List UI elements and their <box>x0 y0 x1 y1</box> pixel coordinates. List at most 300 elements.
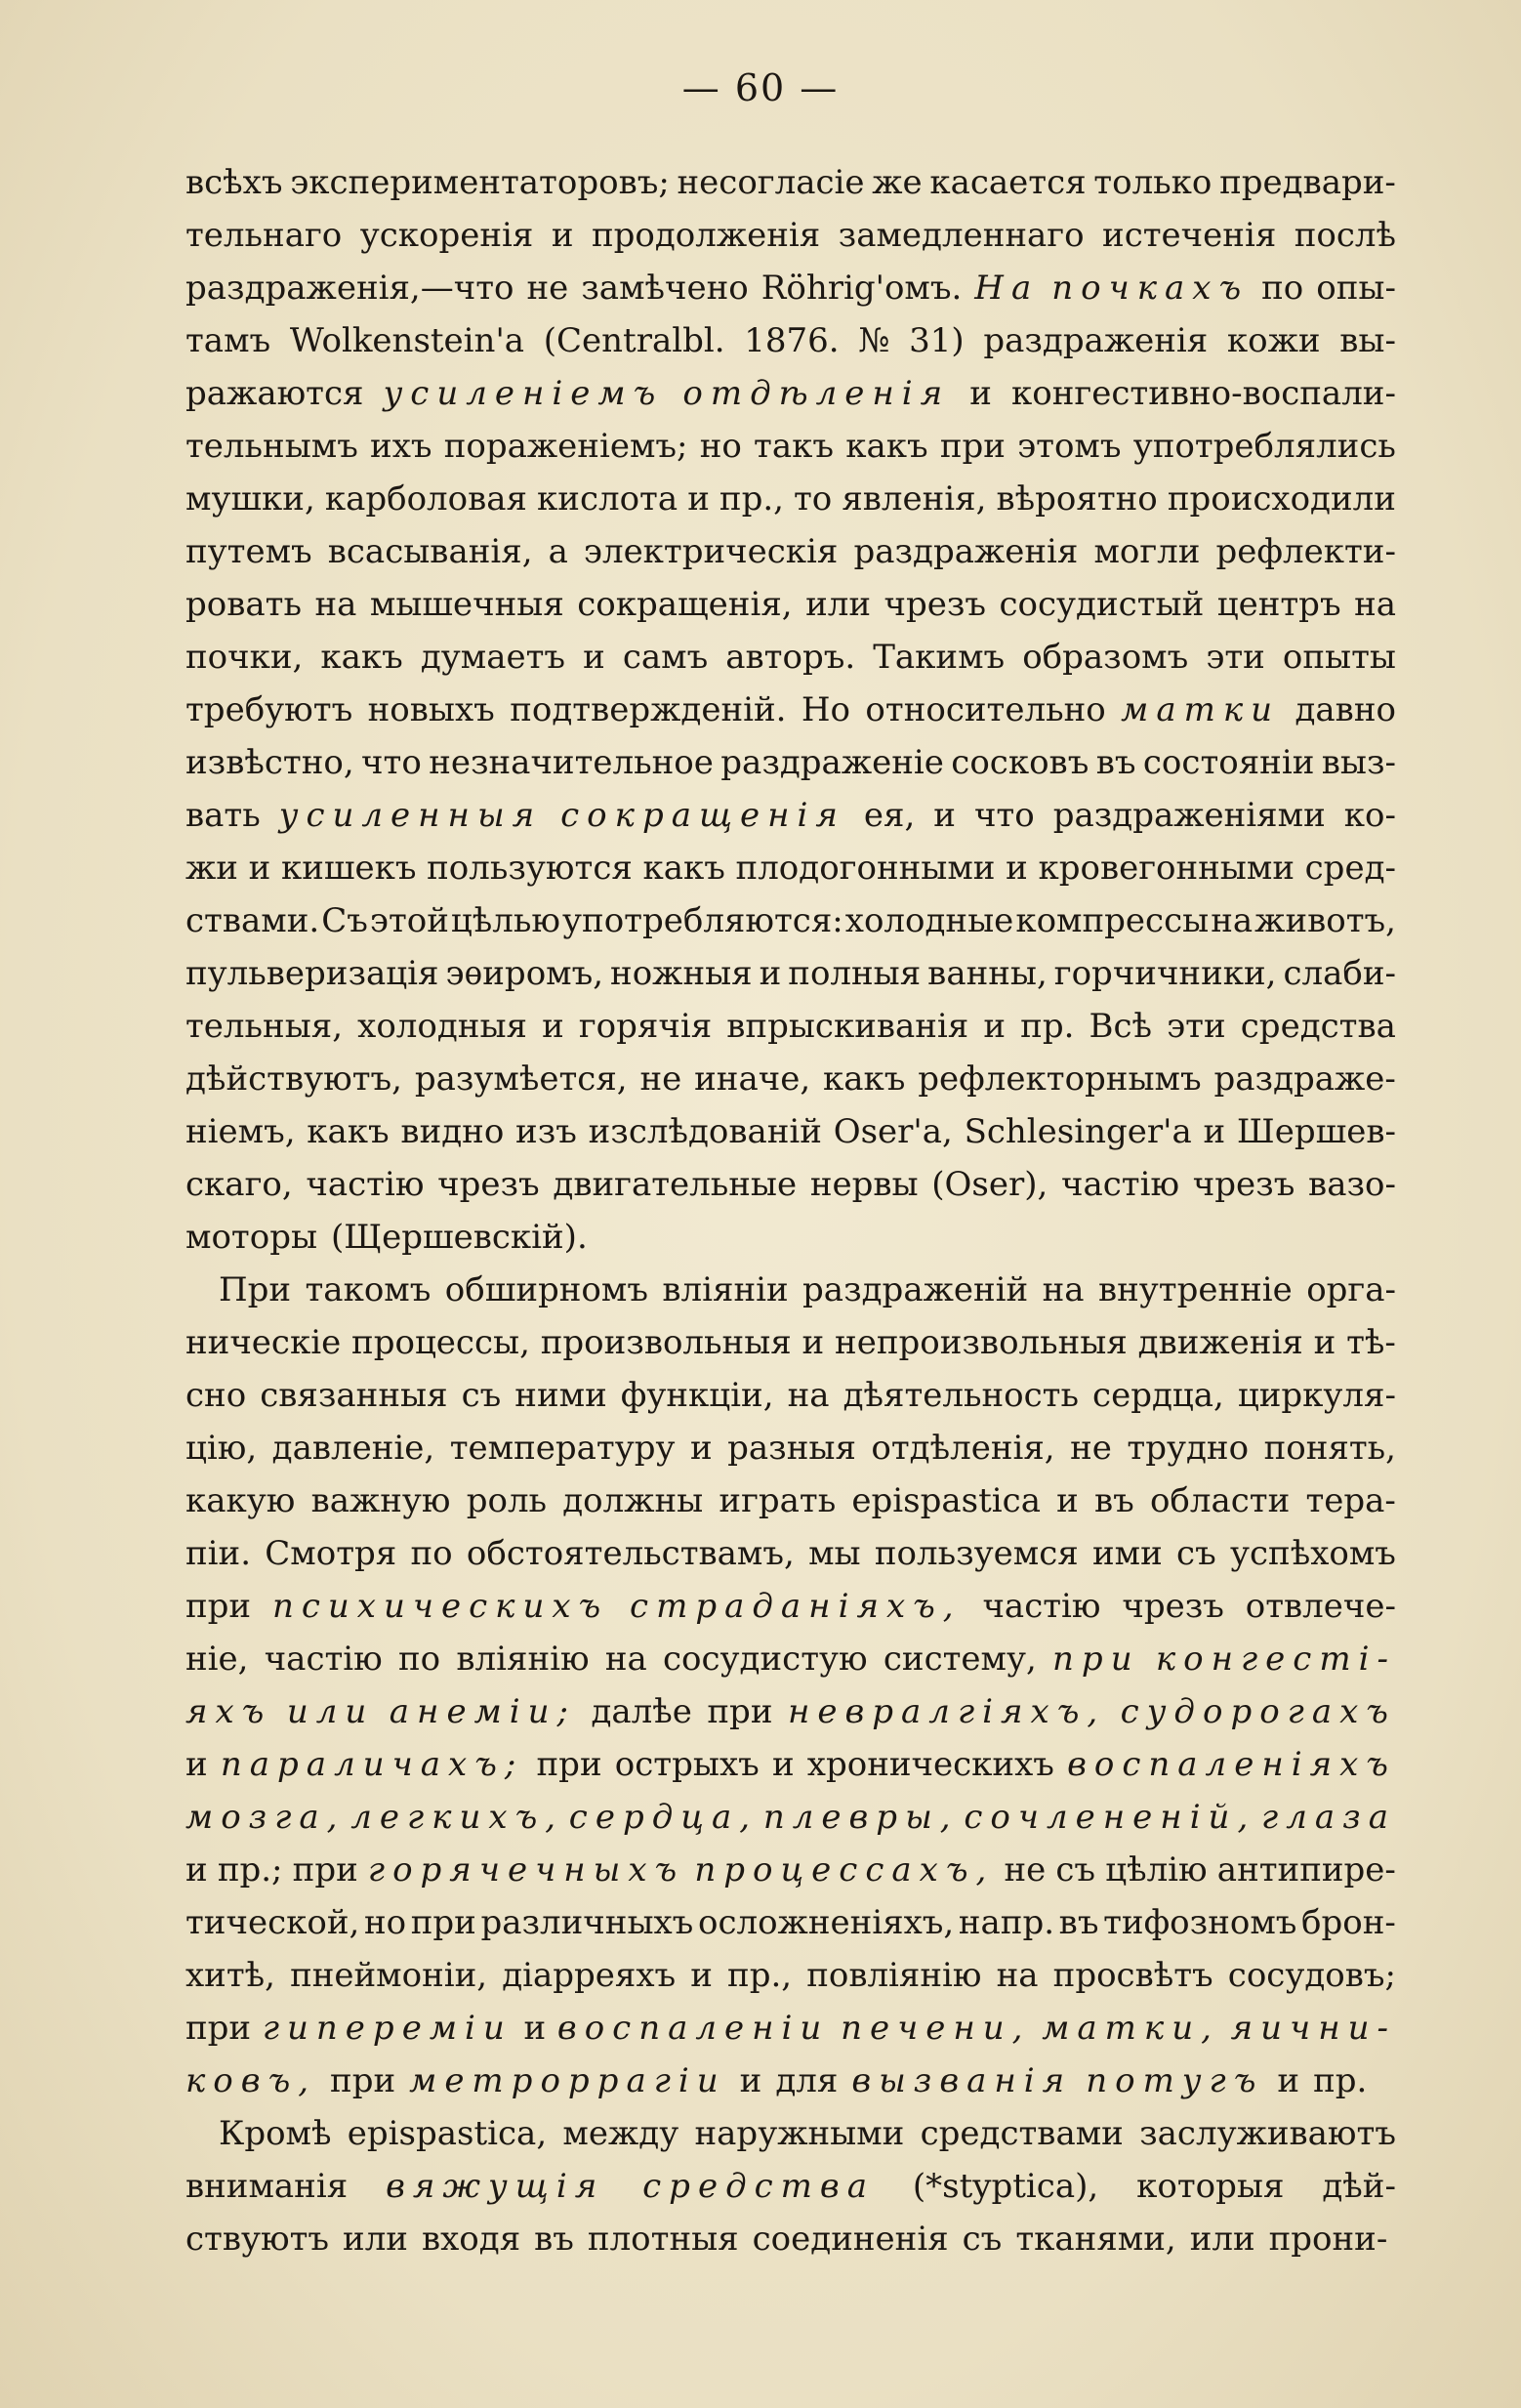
text-line <box>185 1053 1396 1105</box>
word: средствами <box>920 2114 1124 2153</box>
word: наружными <box>694 2114 905 2153</box>
word: употреблялись <box>1132 427 1396 466</box>
word: тера- <box>1305 1481 1396 1520</box>
word: цѣлію <box>1105 1850 1208 1889</box>
word: діарреяхъ <box>502 1956 677 1995</box>
word: сокращенія <box>560 796 845 835</box>
word: слаби- <box>1283 954 1396 993</box>
word: разумѣется, <box>414 1059 628 1099</box>
text-line <box>185 156 1396 209</box>
word: всѣхъ <box>185 163 283 202</box>
word: сосудовъ; <box>1227 1956 1396 1995</box>
word: холодныя <box>357 1007 527 1046</box>
text-line <box>185 1685 1396 1738</box>
word: раздраженіе <box>720 743 944 782</box>
word: и <box>687 479 710 519</box>
text-line <box>185 1896 1396 1949</box>
word: Röhrig'омъ. <box>760 269 963 308</box>
word: извѣстно, <box>185 743 354 782</box>
word: послѣ <box>1294 216 1396 255</box>
word: предвари- <box>1219 163 1396 202</box>
word: Oser'a, <box>833 1112 953 1151</box>
word: скаго, <box>185 1165 293 1204</box>
text-line <box>185 209 1396 262</box>
word: или <box>286 1692 375 1731</box>
word: метроррагіи <box>409 2061 726 2100</box>
word: напр. <box>958 1903 1055 1942</box>
word: на <box>1211 901 1254 940</box>
text-line <box>185 736 1396 789</box>
word: выз- <box>1321 743 1396 782</box>
word: горячечныхъ <box>367 1850 685 1889</box>
word: а <box>548 532 568 571</box>
word: гипереміи <box>262 2009 513 2048</box>
word: ими <box>1092 1534 1163 1573</box>
word: прони- <box>1268 2220 1388 2259</box>
word: сочлененій, <box>964 1798 1256 1837</box>
word: 31) <box>909 321 965 360</box>
word: или <box>343 2220 408 2259</box>
word: при <box>536 1745 602 1784</box>
word: эти <box>1167 1007 1226 1046</box>
word: важную <box>310 1481 451 1520</box>
word: при <box>939 427 1006 466</box>
word: мозга, <box>185 1798 346 1837</box>
word: кровегонными <box>1038 849 1295 888</box>
word: двигательные <box>553 1165 798 1204</box>
word: и <box>542 1007 564 1046</box>
word: тамъ <box>185 321 271 360</box>
word: кишекъ <box>280 849 417 888</box>
word: Смотря <box>265 1534 397 1573</box>
word: вазо- <box>1308 1165 1396 1204</box>
word: матки <box>1121 690 1281 729</box>
word: пользуемся <box>874 1534 1079 1573</box>
page-number: — 60 — <box>681 66 840 109</box>
word: и <box>759 954 782 993</box>
word: ражаются <box>185 374 364 413</box>
word: въ <box>1093 1481 1134 1520</box>
word: частію <box>982 1587 1101 1626</box>
word: глаза <box>1261 1798 1396 1837</box>
word: ровать <box>185 585 302 624</box>
word: употребляются: <box>562 901 843 940</box>
word: самъ <box>622 638 709 677</box>
text-line <box>185 2107 1396 2160</box>
word: сосудистую <box>663 1640 868 1679</box>
word: (Centralbl. <box>543 321 725 360</box>
word: просвѣтъ <box>1052 1956 1213 1995</box>
word: какъ <box>307 1112 390 1151</box>
word: сосудистый <box>999 585 1205 624</box>
word: эти <box>1206 638 1265 677</box>
word: на <box>996 1956 1039 1995</box>
word: пользуются <box>427 849 633 888</box>
word: для <box>775 2061 839 2100</box>
word: обширномъ <box>444 1270 648 1309</box>
word: антипире- <box>1216 1850 1396 1889</box>
word: частію <box>264 1640 383 1679</box>
text-line <box>185 1949 1396 2002</box>
word: изслѣдованій <box>588 1112 822 1151</box>
word: усиленныя <box>278 796 543 835</box>
text-line <box>185 1369 1396 1422</box>
word: отдѣленія <box>682 374 951 413</box>
word: движенія <box>1137 1323 1303 1362</box>
word: ніемъ, <box>185 1112 296 1151</box>
word: центръ <box>1216 585 1341 624</box>
word: и <box>1203 1112 1226 1151</box>
word: раздраженія <box>983 321 1209 360</box>
text-line <box>185 1105 1396 1158</box>
word: трудно <box>1127 1429 1250 1468</box>
word: различныхъ <box>480 1903 694 1942</box>
word: (Oser), <box>931 1165 1048 1204</box>
word: не <box>1070 1429 1112 1468</box>
word: касается <box>929 163 1087 202</box>
word: области <box>1149 1481 1291 1520</box>
word: этой <box>369 901 449 940</box>
word: и <box>1006 849 1028 888</box>
word: систему, <box>883 1640 1037 1679</box>
word: 1876. <box>744 321 840 360</box>
word: требуютъ <box>185 690 353 729</box>
word: жи <box>185 849 238 888</box>
word: отвлече- <box>1245 1587 1396 1626</box>
word: ковъ, <box>185 2061 317 2100</box>
word: горчичники, <box>1053 954 1277 993</box>
word: цію, <box>185 1429 258 1468</box>
word: могли <box>1093 532 1201 571</box>
word: пр., <box>727 1956 793 1995</box>
word: какъ <box>845 427 928 466</box>
word: входя <box>421 2220 521 2259</box>
word: разныя <box>727 1429 856 1468</box>
word: и <box>689 1429 713 1468</box>
word: нервы <box>809 1165 919 1204</box>
word: потугъ <box>1086 2061 1264 2100</box>
word: ножныя <box>610 954 753 993</box>
word: ствуютъ <box>185 2220 330 2259</box>
word: и <box>583 638 605 677</box>
word: съ <box>1055 1850 1096 1889</box>
word: играть <box>719 1481 837 1520</box>
word: (*styptica), <box>912 2167 1099 2206</box>
word: которыя <box>1136 2167 1285 2206</box>
word: вниманія <box>185 2167 349 2206</box>
text-line <box>185 2160 1396 2213</box>
word: продолженія <box>591 216 821 255</box>
word: въ <box>1058 1903 1099 1942</box>
text-line <box>185 1474 1396 1527</box>
word: функціи, <box>620 1376 774 1415</box>
word: пульверизація <box>185 954 439 993</box>
word: относительно <box>865 690 1106 729</box>
word: или <box>1189 2220 1255 2259</box>
word: непроизвольныя <box>835 1323 1128 1362</box>
word: впрыскиванія <box>726 1007 969 1046</box>
word: по <box>410 1534 453 1573</box>
text-line <box>185 1316 1396 1369</box>
word: хроническихъ <box>806 1745 1054 1784</box>
word: ускоренія <box>359 216 534 255</box>
word: и <box>969 374 992 413</box>
word: и <box>551 216 574 255</box>
text-line <box>185 473 1396 525</box>
word: почки, <box>185 638 304 677</box>
word: піи. <box>185 1534 252 1573</box>
word: сно <box>185 1376 247 1415</box>
word: новыхъ <box>367 690 495 729</box>
word: На <box>974 269 1040 308</box>
word: дѣй- <box>1322 2167 1396 2206</box>
word: страданіяхъ, <box>630 1587 962 1626</box>
word: между <box>562 2114 679 2153</box>
word: и <box>185 1850 208 1889</box>
word: думаетъ <box>420 638 566 677</box>
word: вяжущія <box>386 2167 605 2206</box>
word: должны <box>562 1481 704 1520</box>
text-line <box>185 367 1396 420</box>
word: на <box>1042 1270 1085 1309</box>
word: анеміи; <box>389 1692 576 1731</box>
word: усиленіемъ <box>383 374 664 413</box>
word: орга- <box>1306 1270 1396 1309</box>
word: явленія, <box>842 479 987 519</box>
word: конгесті- <box>1155 1640 1396 1679</box>
word: раздраженіями <box>1052 796 1326 835</box>
word: легкихъ, <box>350 1798 564 1837</box>
text-line <box>185 1422 1396 1474</box>
word: и <box>802 1323 825 1362</box>
word: чрезъ <box>437 1165 540 1204</box>
word: ствами. <box>185 901 320 940</box>
word: только <box>1093 163 1213 202</box>
word: связанныя <box>260 1376 448 1415</box>
word: мушки, <box>185 479 315 519</box>
word: путемъ <box>185 532 312 571</box>
word: средства <box>1240 1007 1396 1046</box>
word: животъ, <box>1254 901 1396 940</box>
word: на <box>314 585 357 624</box>
text-line <box>185 578 1396 631</box>
word: такомъ <box>305 1270 432 1309</box>
text-line <box>185 684 1396 736</box>
text-line <box>185 2213 1396 2265</box>
word: судорогахъ <box>1120 1692 1396 1731</box>
word: понять, <box>1263 1429 1396 1468</box>
word: происходили <box>1167 479 1396 519</box>
word: на <box>604 1640 647 1679</box>
word: раздраженія <box>853 532 1079 571</box>
word: тельнымъ <box>185 427 358 466</box>
word: сосковъ <box>951 743 1089 782</box>
text-line <box>185 420 1396 473</box>
word: кислота <box>537 479 678 519</box>
body-text <box>185 156 1396 2265</box>
word: то <box>794 479 833 519</box>
word: съ <box>461 1376 502 1415</box>
word: температуру <box>449 1429 676 1468</box>
word: при <box>185 2009 252 2048</box>
word: не <box>1004 1850 1047 1889</box>
word: epispastica <box>851 1481 1041 1520</box>
text-line <box>185 2055 1396 2107</box>
word: при <box>707 1692 773 1731</box>
word: при <box>1052 1640 1140 1679</box>
word: плевры, <box>762 1798 959 1837</box>
word: пораженіемъ; <box>443 427 688 466</box>
word: съ <box>962 2220 1003 2259</box>
word: пр., <box>719 479 784 519</box>
word: же <box>872 163 923 202</box>
word: невралгіяхъ, <box>787 1692 1106 1731</box>
word: дѣйствуютъ, <box>185 1059 402 1099</box>
word: видно <box>400 1112 505 1151</box>
word: при <box>185 1587 252 1626</box>
text-line <box>185 1158 1396 1211</box>
word: заслуживаютъ <box>1139 2114 1396 2153</box>
word: что <box>973 796 1035 835</box>
word: частію <box>306 1165 425 1204</box>
word: какую <box>185 1481 296 1520</box>
word: ническіе <box>185 1323 342 1362</box>
word: рефлекти- <box>1215 532 1396 571</box>
text-line <box>185 1791 1396 1844</box>
word: ко- <box>1343 796 1396 835</box>
word: при <box>410 1903 476 1942</box>
word: и <box>739 2061 762 2100</box>
word: Кромѣ <box>219 2114 332 2153</box>
word: Но <box>801 690 850 729</box>
word: брон- <box>1301 1903 1396 1942</box>
text-line <box>185 1000 1396 1053</box>
word: авторъ. <box>725 638 856 677</box>
word: Всѣ <box>1089 1007 1153 1046</box>
text-line <box>185 1211 1396 1264</box>
word: образомъ <box>1022 638 1189 677</box>
word: вліянію <box>456 1640 590 1679</box>
word: замедленнаго <box>838 216 1085 255</box>
word: вы- <box>1339 321 1396 360</box>
text-line <box>185 1264 1396 1316</box>
word: въ <box>1095 743 1136 782</box>
word: пр. <box>1020 1007 1075 1046</box>
word: полныя <box>788 954 922 993</box>
word: опы- <box>1316 269 1396 308</box>
word: тѣ- <box>1346 1323 1396 1362</box>
text-line <box>185 1738 1396 1791</box>
word: мышечныя <box>369 585 564 624</box>
word: подтвержденій. <box>510 690 787 729</box>
word: чрезъ <box>1122 1587 1224 1626</box>
word: давно <box>1295 690 1396 729</box>
word: соединенія <box>752 2220 949 2259</box>
word: и <box>248 849 271 888</box>
word: роль <box>466 1481 548 1520</box>
word: дѣятельность <box>843 1376 1079 1415</box>
word: Wolkenstein'a <box>289 321 525 360</box>
word: и <box>1056 1481 1079 1520</box>
word: изъ <box>515 1112 577 1151</box>
word: успѣхомъ <box>1230 1534 1396 1573</box>
word: но <box>699 427 742 466</box>
text-line <box>185 631 1396 684</box>
word: повліянію <box>806 1956 982 1995</box>
text-line <box>185 2002 1396 2055</box>
word: процессы, <box>351 1323 530 1362</box>
word: какъ <box>320 638 403 677</box>
word: и <box>933 796 956 835</box>
word: тканями, <box>1015 2220 1176 2259</box>
text-line <box>185 1527 1396 1580</box>
word: ніе, <box>185 1640 249 1679</box>
word: замѣчено <box>581 269 749 308</box>
word: тифозномъ <box>1103 1903 1297 1942</box>
word: пнеймоніи, <box>290 1956 488 1995</box>
word: горячія <box>578 1007 713 1046</box>
word: тельнаго <box>185 216 343 255</box>
word: пр.; <box>217 1850 283 1889</box>
word: состояніи <box>1142 743 1315 782</box>
word: отдѣленія, <box>871 1429 1055 1468</box>
word: но <box>363 1903 407 1942</box>
word: ея, <box>863 796 916 835</box>
text-line <box>185 789 1396 842</box>
word: такъ <box>754 427 834 466</box>
word: внутренніе <box>1097 1270 1293 1309</box>
text-line <box>185 1844 1396 1896</box>
word: вліяніи <box>662 1270 789 1309</box>
word: сокращенія, <box>577 585 793 624</box>
word: воспаленіяхъ <box>1067 1745 1396 1784</box>
word: epispastica, <box>347 2114 548 2153</box>
word: незначительное <box>429 743 714 782</box>
word: сред- <box>1304 849 1396 888</box>
word: какъ <box>823 1059 906 1099</box>
word: (Щершевскій). <box>331 1218 588 1257</box>
word: цѣлью <box>450 901 560 940</box>
word: средства <box>642 2167 875 2206</box>
word: циркуля- <box>1237 1376 1396 1415</box>
text-line <box>185 525 1396 578</box>
word: пр. <box>1313 2061 1368 2100</box>
word: иначе, <box>694 1059 811 1099</box>
word: и <box>771 1745 795 1784</box>
text-line <box>185 1580 1396 1633</box>
word: чрезъ <box>1192 1165 1295 1204</box>
word: не <box>526 269 569 308</box>
word: по <box>398 1640 441 1679</box>
word: и <box>983 1007 1007 1046</box>
word: тельныя, <box>185 1007 344 1046</box>
word: раздраженій <box>802 1270 1029 1309</box>
word: Schlesinger'a <box>964 1112 1192 1151</box>
word: давленіе, <box>271 1429 435 1468</box>
word: обстоятельствамъ, <box>466 1534 795 1573</box>
word: на <box>1354 585 1396 624</box>
word: процессахъ, <box>694 1850 995 1889</box>
word: несогласіе <box>677 163 865 202</box>
word: ихъ <box>370 427 432 466</box>
word: истеченія <box>1102 216 1277 255</box>
word: какъ <box>642 849 725 888</box>
word: параличахъ; <box>220 1745 524 1784</box>
word: раздраженія,—что <box>185 269 514 308</box>
text-line <box>185 1633 1396 1685</box>
word: вызванія <box>851 2061 1073 2100</box>
word: вѣроятно <box>996 479 1158 519</box>
